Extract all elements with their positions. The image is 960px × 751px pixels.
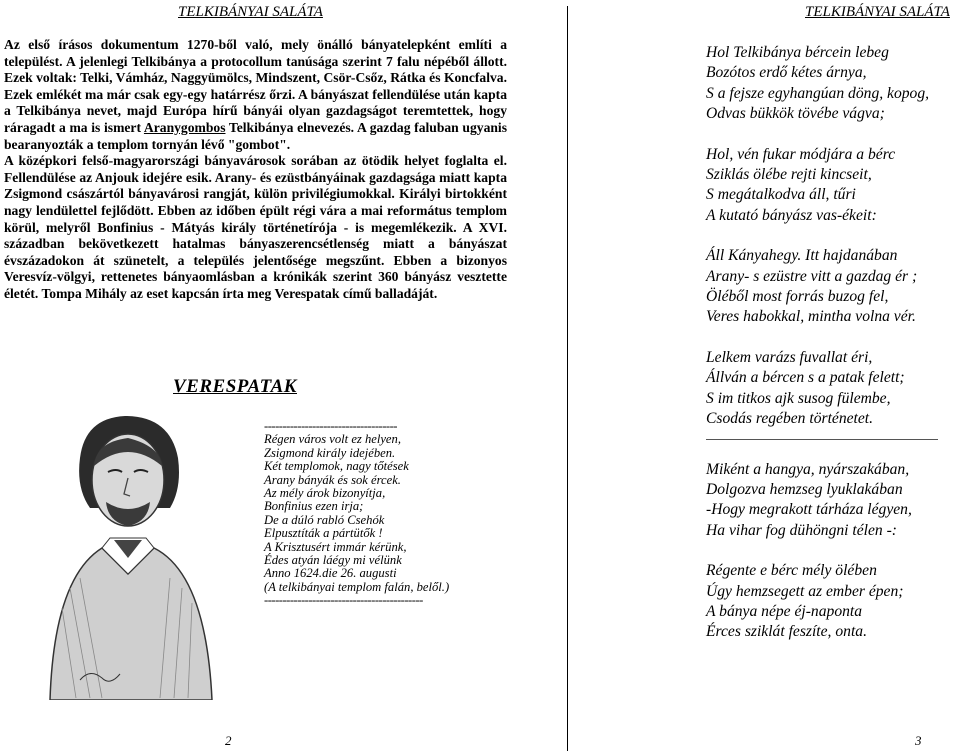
stanza-3 xyxy=(706,246,960,328)
stanza-1 xyxy=(706,43,960,125)
portrait-engraving xyxy=(10,398,250,700)
stanza-line: A kutató bányász vas-ékeit: xyxy=(706,206,877,224)
right-page-number: 3 xyxy=(915,733,922,748)
stanza-line: Ha vihar fog dühöngni télen -: xyxy=(706,521,897,539)
stanza-line: A bánya népe éj-naponta xyxy=(706,602,863,620)
stanza-line: S a fejsze egyhangúan döng, kopog, xyxy=(706,84,930,102)
stanza-line: Régente e bérc mély ölében xyxy=(706,562,877,580)
stanza-line: Öléből most forrás buzog fel, xyxy=(706,288,889,306)
inscription-line: Anno 1624.die 26. augusti xyxy=(264,566,397,581)
stanza-line: Csodás regében történetet. xyxy=(706,410,874,428)
stanza-line: Áll Kányahegy. Itt hajdanában xyxy=(706,247,898,265)
stanza-line: Érces sziklát feszíte, onta. xyxy=(706,623,867,641)
stanza-line: Arany- s ezüstre vitt a gazdag ér ; xyxy=(706,267,918,285)
stanza-5 xyxy=(706,460,960,542)
stanza-4 xyxy=(706,348,960,430)
history-paragraph-1 xyxy=(4,37,507,153)
stanza-line: Veres habokkal, mintha volna vér. xyxy=(706,308,916,326)
page-divider xyxy=(567,6,568,751)
stanza-separator-rule xyxy=(706,439,938,440)
inscription-line: A Krisztusért immár kérünk, xyxy=(264,539,407,554)
inscription-line: Régen város volt ez helyen, xyxy=(264,432,401,447)
inscription-line: Két templomok, nagy tőtések xyxy=(264,459,409,474)
left-page-number: 2 xyxy=(225,733,232,748)
inscription-line: Arany bányák és sok ércek. xyxy=(264,472,401,487)
stanza-line: Hol Telkibánya bércein lebeg xyxy=(706,44,889,61)
stanza-line: Odvas bükkök tövébe vágva; xyxy=(706,105,885,123)
history-text-part-a: Az első írásos dokumentum 1270-ből való, mely önálló bányatelepként említi a települést. A jelenlegi Telkibánya a protocollum tanúsága szerint 7 falu népéből állott. Ezek voltak: Telki, Vámház, Naggyümölcs, Mindszent, Csör-Csőz, Rátka és Koncfalva. Ezek emlékét ma már csak egy-egy határrész őrzi. A bányászat fellendülése után kapta a Telkibánya nevet, majd Európa hírű bányái olyan gazdagságot teremtettek, hogy ráragadt a ma is ismert xyxy=(4,37,507,135)
inscription-bottom-rule: ------------------------------------------- xyxy=(264,593,423,608)
ballad-stanzas xyxy=(706,43,960,643)
history-text xyxy=(4,37,507,303)
stanza-line: -Hogy megrakott tárháza légyen, xyxy=(706,501,912,519)
stanza-line: S im titkos ajk susog fülembe, xyxy=(706,389,891,407)
aranygombos-underlined: Aranygombos xyxy=(143,119,226,135)
right-page xyxy=(580,0,960,751)
stanza-2 xyxy=(706,145,960,227)
stanza-line: Miként a hangya, nyárszakában, xyxy=(706,460,910,478)
stanza-line: Hol, vén fukar módjára a bérc xyxy=(706,145,896,163)
inscription-line: (A telkibányai templom falán, belől.) xyxy=(264,579,450,594)
stanza-line: S megátalkodva áll, tűri xyxy=(706,186,856,204)
inscription-line: Zsigmond király idejében. xyxy=(264,445,396,460)
inscription-top-rule: ------------------------------------ xyxy=(264,419,397,433)
history-text-part-b: Telkibánya elnevezés. A gazdag faluban ugyanis bearanyozták a templom tornyán lévő "gombot". xyxy=(4,119,507,152)
history-paragraph-2: A középkori felső-magyarországi bányavárosok sorában az ötödik helyet foglalta el. Fellendülése az Anjouk idejére esik. Arany- és ezüstbányáinak gazdagsága miatt kapta Zsigmond császártól bányavárosi rangját, külön privilégiumokkal. Királyi birtokként nagy lendülettel fejlődött. Ebben az időben épült régi vára a mai református templom körül, melyről Bonfinius - Mátyás király történetírója - is megemlékezik. A XVI. században bekövetkezett hatalmas bányaszerencsétlenség miatt a bányászat évszázadokon át szünetelt, a település jelentősége megszűnt. Ebben a bizonyos Veresvíz-völgyi, rettenetes bányaomlásban a krónikák szerint 360 bányász vesztette életét. Tompa Mihály az eset kapcsán írta meg Verespatak című balladáját. xyxy=(4,153,507,301)
inscription-line: Elpusztíták a pártütők ! xyxy=(264,526,383,541)
stanza-line: Dolgozva hemzseg lyuklakában xyxy=(706,480,903,498)
inscription-line: Az mély árok bizonyítja, xyxy=(264,486,386,501)
stanza-6 xyxy=(706,561,960,643)
stanza-line: Állván a bércen s a patak felett; xyxy=(706,369,905,387)
poem-title: VERESPATAK xyxy=(173,376,297,397)
inscription-line: De a dúló rabló Csehók xyxy=(264,512,385,527)
inscription-line: Édes atyán láégy mi vélünk xyxy=(264,553,402,568)
stanza-line: Bozótos erdő kétes árnya, xyxy=(706,64,867,82)
inscription-poem xyxy=(264,420,504,608)
right-running-header: TELKIBÁNYAI SALÁTA xyxy=(805,4,950,20)
inscription-line: Bonfinius ezen irja; xyxy=(264,499,364,514)
stanza-line: Sziklás ölébe rejti kincseit, xyxy=(706,166,872,184)
left-running-header: TELKIBÁNYAI SALÁTA xyxy=(178,4,323,20)
stanza-line: Úgy hemzsegett az ember épen; xyxy=(706,582,904,600)
stanza-line: Lelkem varázs fuvallat éri, xyxy=(706,348,873,366)
